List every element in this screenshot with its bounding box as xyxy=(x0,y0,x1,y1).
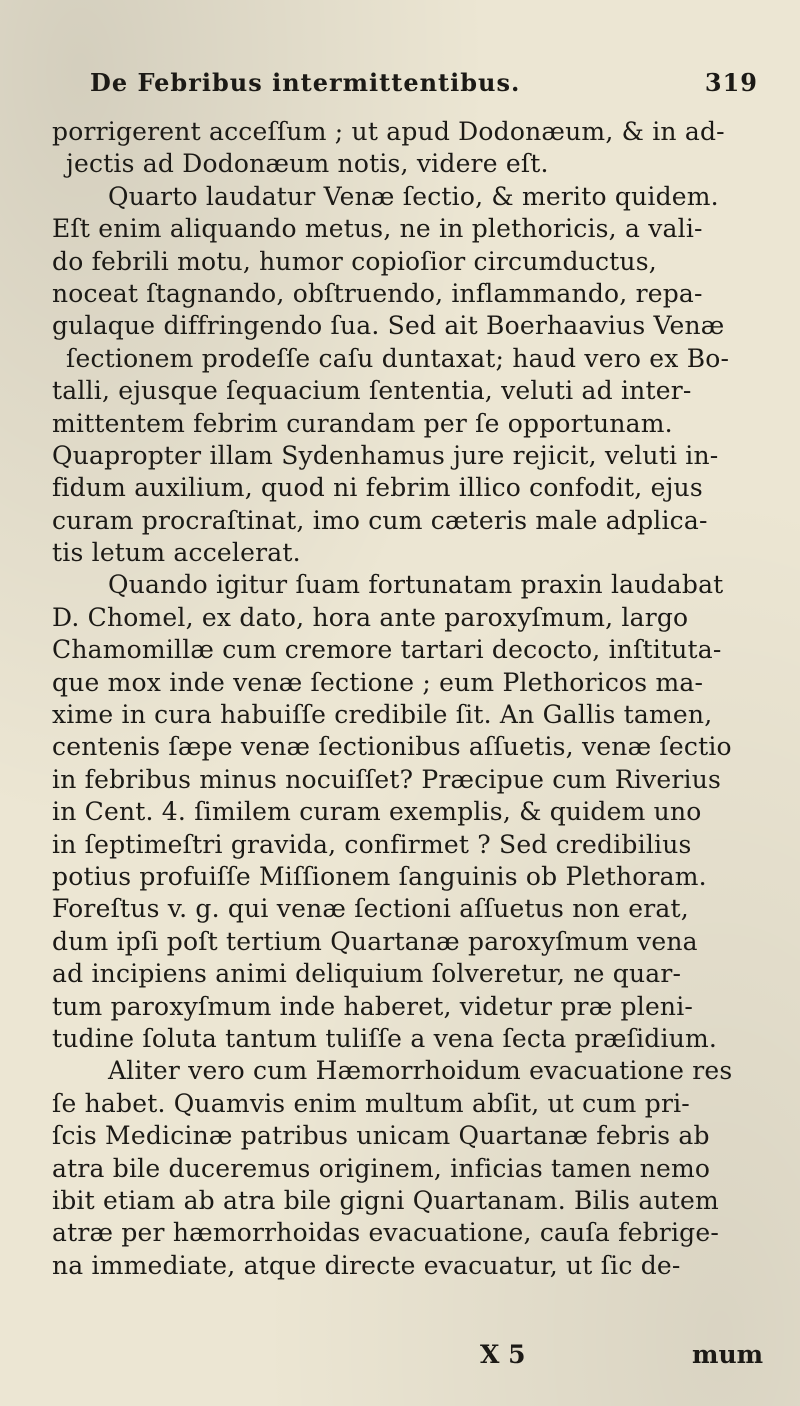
text-line: xime in cura habuiſſe credibile ſit. An Gallis tamen, xyxy=(52,700,713,730)
text-line: in febribus minus nocuiſſet? Præcipue cum Riverius xyxy=(52,764,722,794)
text-line: ſcis Medicinæ patribus unicam Quartanæ febris ab xyxy=(52,1121,710,1151)
text-line: in ſeptimeſtri gravida, confirmet ? Sed credibilius xyxy=(52,829,692,859)
text-line: fidum auxilium, quod ni febrim illico confodit, ejus xyxy=(52,473,703,503)
text-line: in Cent. 4. ſimilem curam exemplis, & quidem uno xyxy=(52,797,702,827)
text-line: Aliter vero cum Hæmorrhoidum evacuatione res xyxy=(108,1056,733,1086)
text-line: ſe habet. Quamvis enim multum abſit, ut cum pri- xyxy=(52,1088,690,1118)
text-line: dum ipſi poſt tertium Quartanæ paroxyſmum vena xyxy=(52,926,698,956)
catchword: mum xyxy=(692,1340,764,1369)
page-number: 319 xyxy=(704,68,758,97)
text-line: Quapropter illam Sydenhamus jure rejicit, veluti in- xyxy=(52,440,719,470)
text-line: ibit etiam ab atra bile gigni Quartanam. Bilis autem xyxy=(52,1185,719,1215)
running-title: De Febribus intermittentibus. xyxy=(90,68,521,97)
text-line: porrigerent acceſſum ; ut apud Dodonæum, & in ad- xyxy=(52,117,725,146)
text-line: Eſt enim aliquando metus, ne in plethoricis, a vali- xyxy=(52,214,703,244)
signature-mark: X 5 xyxy=(480,1340,526,1369)
text-line: Quarto laudatur Venæ ſectio, & merito quidem. xyxy=(108,181,719,211)
text-line: Quando igitur ſuam fortunatam praxin laudabat xyxy=(108,570,724,600)
text-line: do febrili motu, humor copioſior circumductus, xyxy=(52,246,657,276)
body-text xyxy=(52,116,772,1282)
text-line: tum paroxyſmum inde haberet, videtur præ pleni- xyxy=(52,991,694,1021)
text-line: jectis ad Dodonæum notis, videre eſt. xyxy=(66,149,549,179)
text-line: curam procraſtinat, imo cum cæteris male adplica- xyxy=(52,505,708,535)
text-line: tudine ſoluta tantum tuliſſe a vena ſecta præſidium. xyxy=(52,1023,718,1053)
text-line: atræ per hæmorrhoidas evacuatione, cauſa febrige- xyxy=(52,1218,720,1248)
text-line: Foreſtus v. g. qui venæ ſectioni aſſuetus non erat, xyxy=(52,894,689,924)
text-line: centenis ſæpe venæ ſectionibus aſſuetis, venæ ſectio xyxy=(52,732,732,762)
text-line: ad incipiens animi deliquium ſolveretur, ne quar- xyxy=(52,959,682,989)
text-line: noceat ſtagnando, obſtruendo, inflammando, repa- xyxy=(52,278,703,308)
text-line: atra bile duceremus originem, inficias tamen nemo xyxy=(52,1153,711,1183)
text-line: tis letum accelerat. xyxy=(52,538,301,568)
text-line: gulaque diffringendo ſua. Sed ait Boerhaavius Venæ xyxy=(52,311,725,341)
text-line: na immediate, atque directe evacuatur, ut ſic de- xyxy=(52,1250,681,1280)
text-line: talli, ejusque ſequacium ſententia, veluti ad inter- xyxy=(52,376,692,406)
running-header xyxy=(90,68,770,108)
text-line: D. Chomel, ex dato, hora ante paroxyſmum, largo xyxy=(52,602,689,632)
text-line: potius profuiſſe Miſſionem ſanguinis ob Plethoram. xyxy=(52,861,707,891)
text-line: mittentem febrim curandam per ſe opportunam. xyxy=(52,408,673,438)
text-line: ſectionem prodeſſe caſu duntaxat; haud vero ex Bo- xyxy=(66,343,730,373)
text-line: Chamomillæ cum cremore tartari decocto, inſtituta- xyxy=(52,635,722,665)
text-line: que mox inde venæ ſectione ; eum Plethoricos ma- xyxy=(52,667,704,697)
